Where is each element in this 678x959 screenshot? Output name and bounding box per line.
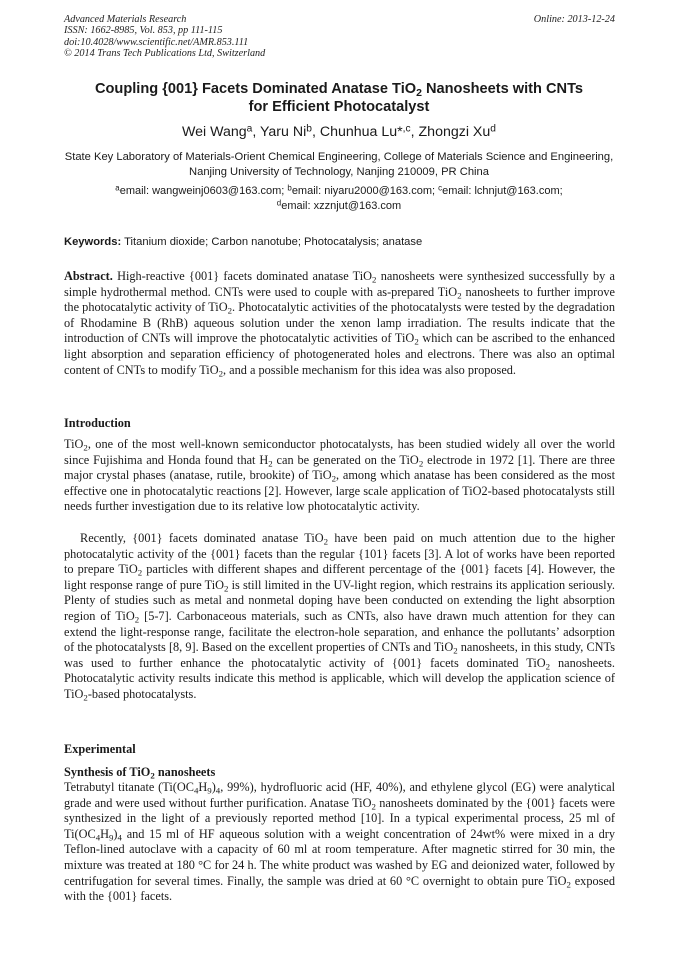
section-heading-introduction: Introduction xyxy=(64,416,131,430)
journal-header xyxy=(64,14,615,60)
title-line1: Coupling {001} Facets Dominated Anatase TiO xyxy=(94,81,417,97)
abstract-text: High-reactive {001} facets dominated anatase TiO$_2$ nanosheets were synthesized successfully by a simple hydrothermal method. CNTs were used to couple with as-prepared TiO$_2$ nanosheets to further improve the photocatalytic activity of TiO$_2$. Photocatalytic activities of the photocatalysts were tested by the degradation of Rhodamine B (RhB) aqueous solution under the xenon lamp irradiation. The results indicate that the introduction of CNTs will improve the photocatalytic activities of TiO$_2$ which can be ascribed to the enhanced light absorption and separation efficiency of photogenerated holes and electrons. There was also an optimal content of CNTs to modify TiO$_2$, and a possible mechanism for this idea was also proposed. xyxy=(64,269,615,379)
section-heading-experimental: Experimental xyxy=(64,742,136,756)
keywords-label: Keywords: xyxy=(64,236,122,248)
email-link[interactable]: email: wangweinj0603@163.com; xyxy=(119,185,288,197)
keywords-text: Titanium dioxide; Carbon nanotube; Photocatalysis; anatase xyxy=(121,236,423,248)
email-list: $^a$email: wangweinj0603@163.com; $^b$email: niyaru2000@163.com; $^c$email: lchnjut@163.com; $^d$email: xzznjut@163.com xyxy=(115,183,563,212)
issn-line: ISSN: 1662-8985, Vol. 853, pp 111-115 xyxy=(64,25,223,37)
online-date: Online: 2013-12-24 xyxy=(533,14,615,25)
title-subscript: 2 xyxy=(416,87,422,100)
journal-name: Advanced Materials Research xyxy=(64,14,187,25)
author-list xyxy=(40,123,638,141)
copyright-line: © 2014 Trans Tech Publications Ltd, Switzerland xyxy=(64,48,266,60)
author: Chunhua Lu*$^{,c}$, xyxy=(319,123,419,140)
doi-line: doi:10.4028/www.scientific.net/AMR.853.111 xyxy=(64,36,249,48)
email-link[interactable]: email: lchnjut@163.com; xyxy=(442,185,563,197)
author: Wei Wang$^a$, xyxy=(182,123,260,140)
email-link[interactable]: email: niyaru2000@163.com; xyxy=(291,185,439,197)
intro-paragraph-1: TiO$_2$, one of the most well-known semiconductor photocatalysts, has been studied widely all over the world since Fujishima and Honda found that $H_2$ can be generated on the TiO$_2$ electrode in 1972 [1]. There are three major crystal phases (anatase, rutile, brookite) of TiO$_2$, among which anatase has been considered as the most effective one in photocatalytic reactions [2]. However, large scale application of TiO2-based photocatalysts still needs further investigation due to its relative low photocatalytic activity. xyxy=(64,437,615,514)
author: Yaru Ni$^b$, xyxy=(259,123,320,140)
abstract xyxy=(64,269,615,378)
paper-title xyxy=(40,80,638,116)
intro-paragraph-2: Recently, {001} facets dominated anatase TiO$_2$ have been paid on much attention due to the higher photocatalytic activity of the {001} facets than the regular {101} facets [3]. A lot of works have been reported to prepare TiO$_2$ particles with different shapes and different percentage of the {001} facets [4]. However, the light response range of pure TiO$_2$ is still limited in the UV-light region, which restrains its application seriously. Plenty of studies such as metal and nonmetal doping have been conducted on extending the light absorption region of TiO$_2$ [5-7]. Carbonaceous materials, such as CNTs, also have drawn much attention for they can extend the light-response range, facilitate the electron-hole separation, and enhance the pollutants’ adsorption of the photocatalysts [8, 9]. Based on the excellent properties of CNTs and TiO$_2$ nanosheets, in this study, CNTs was used to further enhance the photocatalytic activity of {001} facets dominated TiO$_2$ nanosheets. Photocatalytic activity results indicate this method is applicable, which will develop the application science of TiO$_2$-based photocatalysts. xyxy=(64,531,615,703)
keywords xyxy=(64,235,615,250)
email-link[interactable]: email: xzznjut@163.com xyxy=(281,200,402,212)
author: Zhongzi Xu$^d$ xyxy=(418,123,496,140)
abstract-label: Abstract. xyxy=(64,269,113,283)
affiliation: State Key Laboratory of Materials-Orient Chemical Engineering, College of Materials Science and Engineering, Nanjing University of Technology, Nanjing 210009, PR China xyxy=(64,151,614,179)
title-line1-rest: Nanosheets with CNTs xyxy=(421,81,584,97)
title-line2: for Efficient Photocatalyst xyxy=(248,99,430,115)
subsection-heading-synthesis: Synthesis of TiO$_2$ nanosheets xyxy=(64,765,216,781)
experimental-paragraph-1: Tetrabutyl titanate ($Ti(OC_4H_9)_4$, 99%), hydrofluoric acid (HF, 40%), and ethylene glycol (EG) were analytical grade and were used without further purification. Anatase TiO$_2$ nanosheets dominated by the {001} facets were synthesized in the light of a previously reported method [10]. In a typical experimental process, 25 ml of $Ti(OC_4H_9)_4$ and 15 ml of HF aqueous solution with a weight concentration of 24wt% were mixed in a dry Teflon-lined autoclave with a capacity of 60 ml at room temperature. After magnetic stirred for 30 min, the mixture was treated at 180 °C for 24 h. The white product was washed by EG and deionized water, followed by centrifugation for several times. Finally, the sample was dried at 60 °C overnight to obtain pure TiO$_2$ exposed with the {001} facets. xyxy=(64,780,616,904)
